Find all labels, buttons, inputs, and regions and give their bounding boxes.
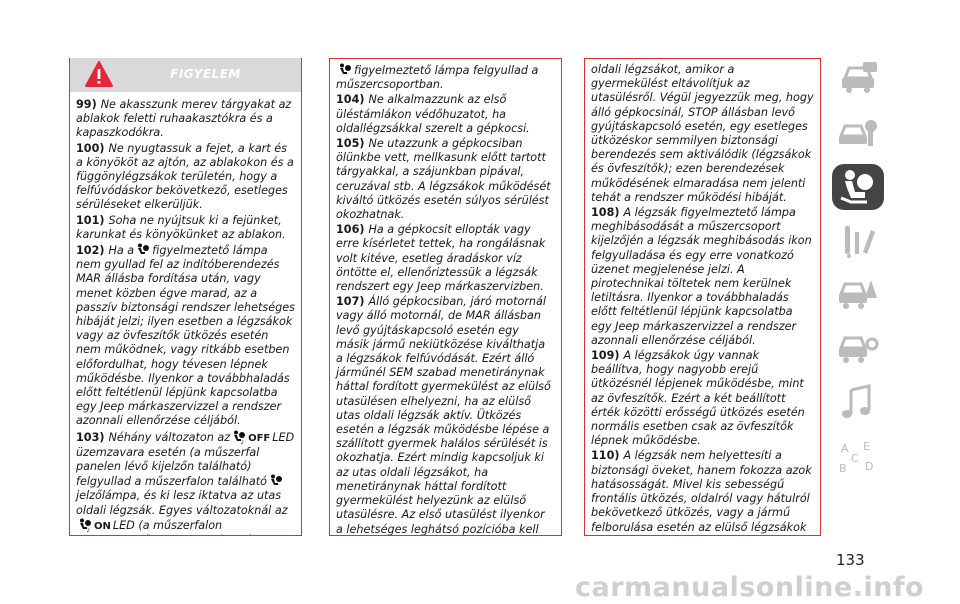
note-109: 109) A légzsákok úgy vannak beállítva, hogy nagyobb erejű ütközésnél lépjenek működésbe, mint az övfeszítők. Ezért a két beállított érték közötti erősségű ütközés esetén normális esetben csak az övfeszítők lépnek működésbe. <box>591 349 805 448</box>
note-103-continued: figyelmeztető lámpa felgyullad a műszercsoportban. <box>336 64 539 92</box>
nav-multimedia[interactable] <box>832 380 884 426</box>
warning-header <box>70 58 301 92</box>
index-letters-icon <box>837 438 879 476</box>
note-110: 110) A légzsák nem helyettesíti a biztonsági öveket, hanem fokozza azok hatásosságát. Mivel kis sebességű frontális ütközés, oldalról vagy hátulról bekövetkező ütközés, vagy a jármű felborulása esetén az elülső légzsákok <box>591 449 812 534</box>
airbag-seat-icon <box>837 168 879 206</box>
index-letter-e: E <box>863 440 870 453</box>
car-dashboard-icon <box>837 60 879 98</box>
note-108: 108) A légzsák figyelmeztető lámpa meghibásodását a műszercsoport kijelzőjén a légzsák meghibásodás ikon felgyulladása és egy erre vonatkozó üzenet megjelenése jelzi. A pirotechnikai töltetek nem kerülnek letiltásra. Ilyenkor a továbbhaladás előtt feltétlenül lépjünk kapcsolatba egy Jeep márkaszervizzel a rendszer azonnali ellenőrzése céljából. <box>591 206 812 347</box>
chapter-nav <box>832 56 888 488</box>
airbag-warning-icon <box>338 63 352 77</box>
nav-emergency[interactable] <box>832 272 884 318</box>
note-99: 99) Ne akasszunk merev tárgyakat az ablakok feletti ruhaakasztókra és a kapaszkodókra. <box>76 98 292 140</box>
nav-safety[interactable] <box>832 164 884 210</box>
text-column-1 <box>69 58 302 536</box>
nav-dashboard[interactable] <box>832 56 884 102</box>
svg-text:2: 2 <box>241 439 244 444</box>
note-101: 101) Soha ne nyújtsuk ki a fejünket, karunkat és könyökünket az ablakon. <box>76 213 286 241</box>
page-number: 133 <box>836 551 865 569</box>
nav-maintenance[interactable] <box>832 218 884 264</box>
note-106: 106) Ha a gépkocsit ellopták vagy erre kísérletet tettek, ha rongálásnak volt kitéve, esetleg áradáskor víz öntötte el, ellenőriztessük a légzsák rendszert egy Jeep márkaszervizben. <box>336 223 546 294</box>
passenger-airbag-off-icon <box>232 430 246 444</box>
text-column-2 <box>329 58 562 536</box>
index-letter-d: D <box>865 460 874 473</box>
nav-keys[interactable] <box>832 110 884 156</box>
car-tech-icon <box>837 330 879 368</box>
note-107: 107) Álló gépkocsiban, járó motornál vagy álló motornál, de MAR állásban levő gyújtáskapcsoló esetén egy másik jármű nekiütközése kiválthatja a légzsákok felfúvódását. Ezért álló járműnél SEM szabad menetiránynak háttal fordított gyermekülést az elülső utasülésen elhelyezni, ha az elülső utas oldali légzsák aktív. Ütközés esetén a légzsák működésbe lépése a szállított gyermek halálos sérülését is okozhatja. Ezért mindig kapcsoljuk ki az utas oldali légzsákot, ha menetiránynak háttal fordított gyermekülést helyezünk az elülső utasülésre. Az első utasülést ilyenkor a lehetséges leghátsó pozícióba kell <box>336 295 551 536</box>
music-note-icon <box>837 384 879 422</box>
nav-index[interactable] <box>832 434 884 480</box>
airbag-warning-icon <box>136 243 150 257</box>
svg-text:2: 2 <box>87 527 90 532</box>
note-105: 105) Ne utazzunk a gépkocsiban ölünkbe vett, mellkasunk előtt tartott tárgyakkal, a szájunkban pipával, ceruzával stb. A légzsákok működését kiváltó ütközés esetén súlyos sérülést okozhatnak. <box>336 137 551 222</box>
airbag-indicator-icon <box>269 474 283 488</box>
note-107-continued: oldali légzsákot, amikor a gyermekülést eltávolítjuk az utasülésről. Végül jegyezzük meg, hogy álló gépkocsinál, STOP állásban levő gyújtáskapcsoló esetén, egy esetleges ütközéskor semmilyen biztonsági berendezés sem aktiválódik (légzsákok és övfeszítők); ezen berendezések működésének elmaradása nem jelenti tehát a rendszer működési hibáját. <box>591 63 814 204</box>
index-letter-b: B <box>839 462 847 475</box>
passenger-airbag-on-icon <box>78 518 92 532</box>
text-column-3 <box>584 58 821 536</box>
tools-icon <box>837 222 879 260</box>
note-103: 103) Néhány változaton az 2 OFF LED üzemzavara esetén (a műszerfal panelen lévő kijelzőn található) felgyullad a műszerfalon található jelzőlámpa, és ki lesz iktatva az utas oldali légzsák. Egyes változatoknál az 2 ON LED (a műszerfalon <box>76 430 295 532</box>
note-104: 104) Ne alkalmazzunk az első üléstámlákon védőhuzatot, ha oldallégzsákkal szerelt a gépkocsi. <box>336 93 530 135</box>
index-letter-a: A <box>841 442 849 455</box>
note-100: 100) Ne nyugtassuk a fejet, a kart és a könyököt az ajtón, az ablakokon és a függönylégzsákok területén, hogy a felfúvódáskor bekövetkező, esetleges sérüléseket elkerüljük. <box>76 141 294 212</box>
footer-watermark: carmanualsonline.info <box>575 572 925 603</box>
index-letter-c: C <box>851 452 859 465</box>
car-breakdown-icon <box>837 276 879 314</box>
nav-technical[interactable] <box>832 326 884 372</box>
warning-title: FIGYELEM <box>170 67 241 81</box>
car-key-icon <box>837 114 879 152</box>
note-102: 102) Ha a figyelmeztető lámpa nem gyullad fel az indítóberendezés MAR állásba fordítása után, vagy menet közben égve marad, az a passzív biztonsági rendszer lehetséges hibáját jelzi; ilyen esetben a légzsákok vagy az övfeszítők ütközés esetén nem működnek, vagy ritkább esetben előfordulhat, hogy tévesen lépnek működésbe. Ilyenkor a továbbhaladás előtt feltétlenül lépjünk kapcsolatba egy Jeep márkaszervizzel a rendszer azonnali ellenőrzése céljából. <box>76 244 295 428</box>
